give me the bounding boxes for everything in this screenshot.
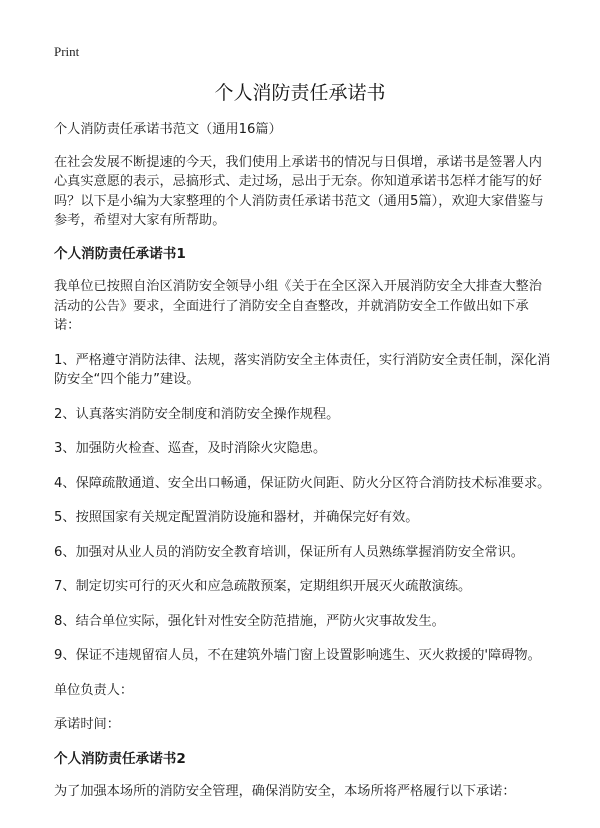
intro-paragraph: 在社会发展不断提速的今天，我们使用上承诺书的情况与日俱增，承诺书是签署人内心真实意愿的表示，忌搞形式、走过场，忌出于无奈。你知道承诺书怎样才能写的好吗？以下是小编为大家整理的个人消防责任承诺书范文（通用5篇），欢迎大家借鉴与参考，希望对大家有所帮助。 [54,154,544,228]
commit-time-line: 承诺时间： [54,717,120,732]
print-label: Print [54,44,80,59]
page-title: 个人消防责任承诺书 [214,82,386,104]
section-heading-1: 个人消防责任承诺书1 [54,245,186,262]
section-heading-2: 个人消防责任承诺书2 [54,750,186,767]
document-body [54,120,554,817]
list-item: 1、严格遵守消防法律、法规，落实消防安全主体责任，实行消防安全责任制，深化消防安全“四个能力”建设。 [54,352,551,387]
list-item: 6、加强对从业人员的消防安全教育培训，保证所有人员熟练掌握消防安全常识。 [54,544,524,560]
section-2-body: 为了加强本场所的消防安全管理，确保消防安全，本场所将严格履行以下承诺： [54,784,516,799]
section-1-body: 我单位已按照自治区消防安全领导小组《关于在全区深入开展消防安全大排查大整治活动的公告》要求，全面进行了消防安全自查整改，并就消防安全工作做出如下承诺： [54,279,542,333]
list-item: 5、按照国家有关规定配置消防设施和器材，并确保完好有效。 [54,510,419,525]
list-item: 4、保障疏散通道、安全出口畅通，保证防火间距、防火分区符合消防技术标准要求。 [54,475,551,491]
document-subtitle: 个人消防责任承诺书范文（通用16篇） [54,122,282,137]
list-item: 7、制定切实可行的灭火和应急疏散预案，定期组织开展灭火疏散演练。 [54,579,472,594]
responsible-person-line: 单位负责人： [54,682,134,698]
list-item: 8、结合单位实际，强化针对性安全防范措施，严防火灾事故发生。 [54,613,445,629]
list-item: 2、认真落实消防安全制度和消防安全操作规程。 [54,406,340,422]
list-item: 9、保证不违规留宿人员，不在建筑外墙门窗上设置影响逃生、灭火救援的'障碍物。 [54,648,541,663]
list-item: 3、加强防火检查、巡查，及时消除火灾隐患。 [54,441,327,456]
